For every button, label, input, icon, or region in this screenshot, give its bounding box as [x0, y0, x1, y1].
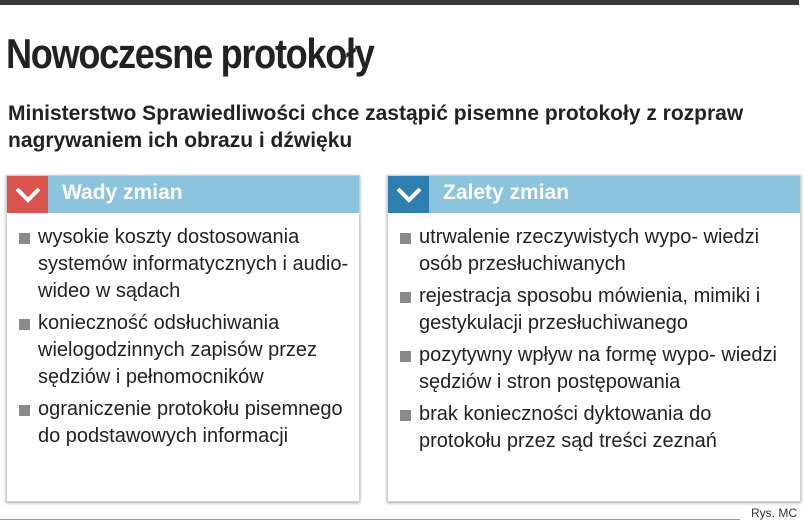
bullet-square-icon [400, 233, 411, 244]
list-item [398, 283, 794, 337]
bullet-square-icon [19, 405, 30, 416]
bullet-square-icon [19, 233, 30, 244]
pros-panel [387, 175, 801, 502]
list-item-text: brak konieczności dyktowania do protokołu przez sąd treści zeznań [419, 403, 717, 452]
bullet-square-icon [400, 410, 411, 421]
list-item-text: wysokie koszty dostosowania systemów informatycznych i audio-wideo w sądach [38, 226, 349, 302]
bullet-square-icon [400, 351, 411, 362]
page-subtitle: Ministerstwo Sprawiedliwości chce zastąpić pisemne protokoły z rozpraw nagrywaniem ich obrazu i dźwięku [8, 102, 744, 152]
list-item [398, 342, 794, 396]
list-item-text: konieczność odsłuchiwania wielogodzinnych zapisów przez sędziów i pełnomocników [38, 312, 318, 388]
pros-panel-heading: Zalety zmian [443, 181, 570, 204]
list-item [398, 224, 794, 278]
cons-list [17, 224, 353, 455]
list-item [17, 396, 353, 450]
chevron-down-icon [7, 176, 48, 213]
cons-panel-header [7, 176, 359, 213]
image-credit: Rys. MC [751, 506, 797, 520]
bullet-square-icon [400, 292, 411, 303]
top-rule [0, 0, 799, 5]
list-item [17, 310, 353, 391]
list-item-text: pozytywny wpływ na formę wypo- wiedzi sędziów i stron postępowania [419, 344, 777, 393]
bullet-square-icon [19, 319, 30, 330]
chevron-down-icon [388, 176, 429, 213]
pros-list [398, 224, 794, 460]
cons-panel-heading: Wady zmian [62, 181, 183, 204]
list-item-text: rejestracja sposobu mówienia, mimiki i gestykulacji przesłuchiwanego [419, 285, 761, 334]
list-item-text: utrwalenie rzeczywistych wypo- wiedzi osób przesłuchiwanych [419, 226, 760, 275]
cons-panel [6, 175, 360, 502]
page-title: Nowoczesne protokoły [6, 30, 374, 77]
bottom-rule [0, 519, 740, 520]
pros-panel-header [388, 176, 800, 213]
list-item [398, 401, 794, 455]
list-item [17, 224, 353, 305]
list-item-text: ograniczenie protokołu pisemnego do podstawowych informacji [38, 398, 343, 447]
